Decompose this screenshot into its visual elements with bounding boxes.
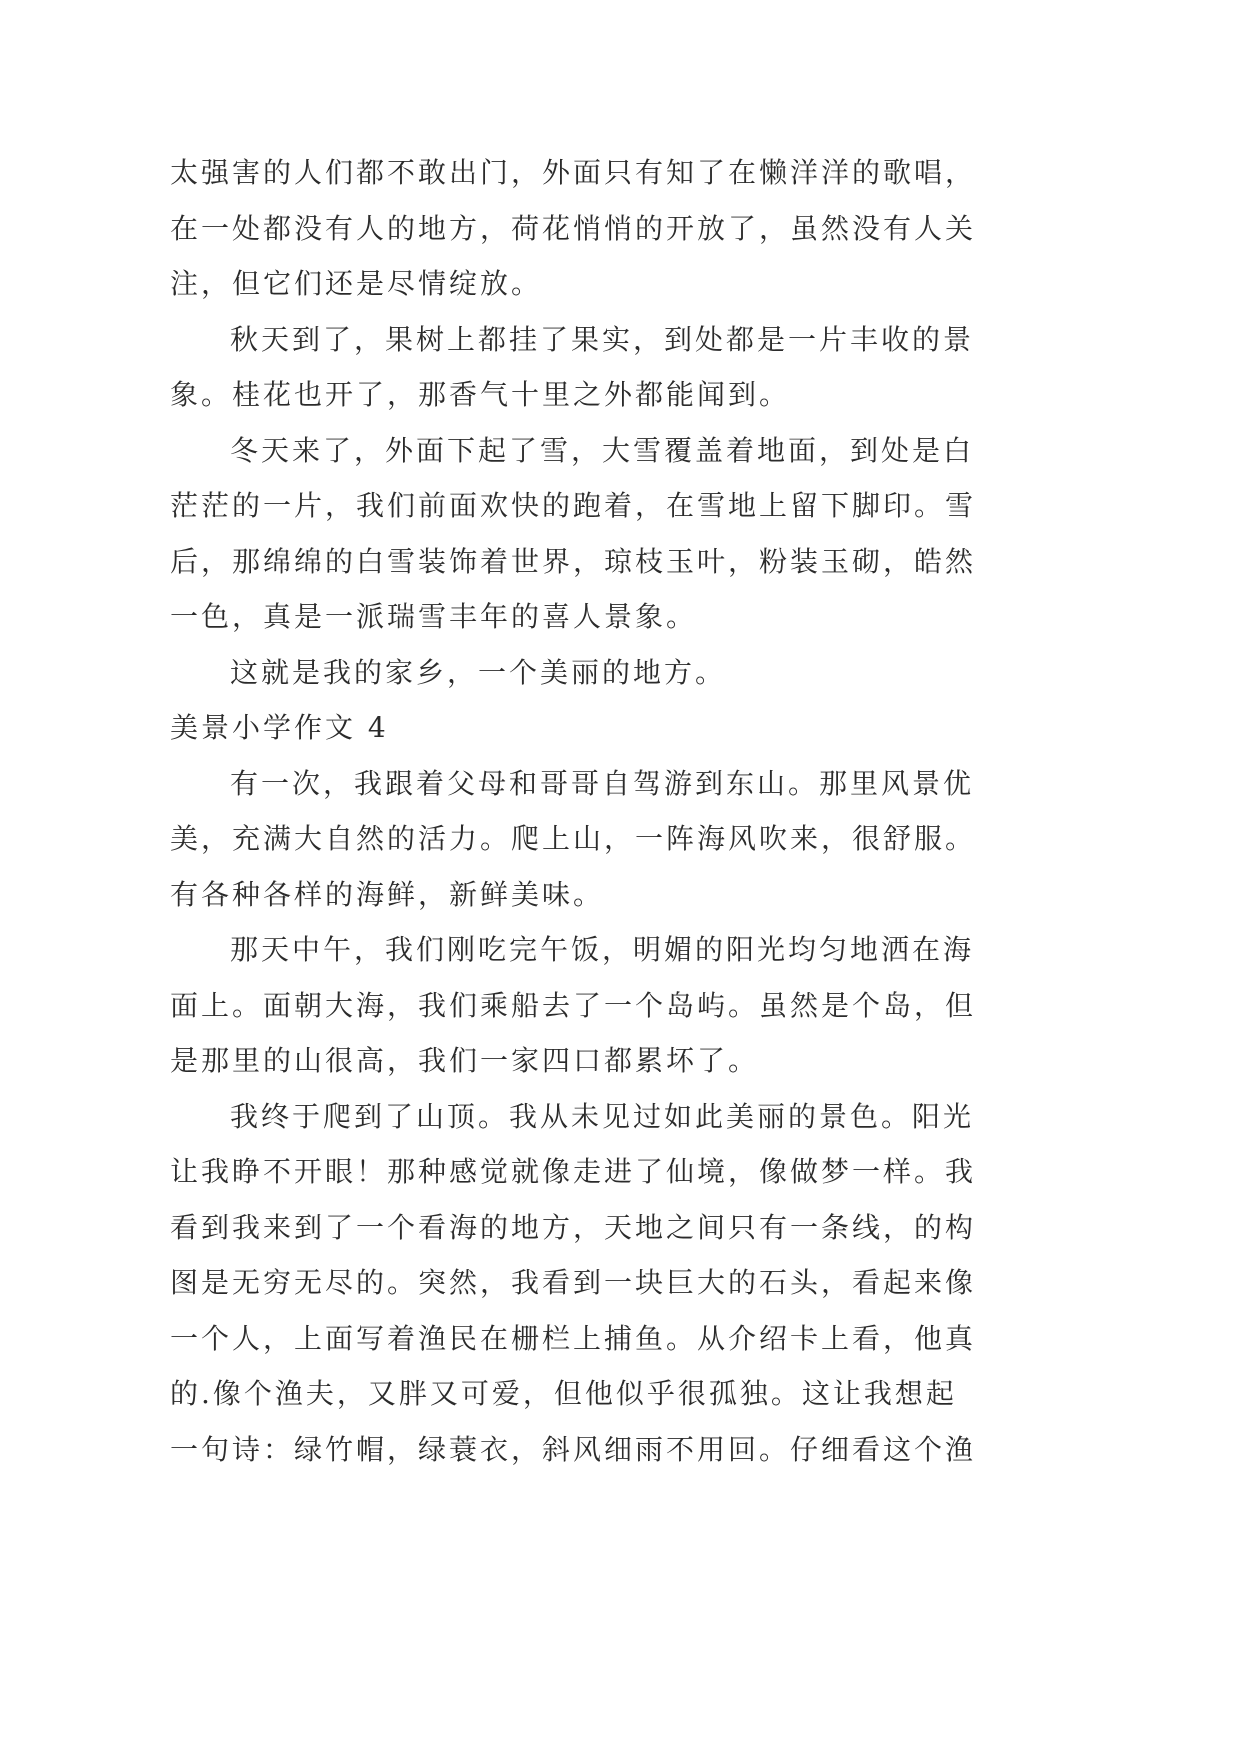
text-line: 后，那绵绵的白雪装饰着世界，琼枝玉叶，粉装玉砌，皓然 bbox=[170, 544, 977, 578]
text-line: 这就是我的家乡，一个美丽的地方。 bbox=[230, 655, 727, 689]
text-line: 看到我来到了一个看海的地方，天地之间只有一条线，的构 bbox=[170, 1210, 977, 1244]
text-line: 象。桂花也开了，那香气十里之外都能闻到。 bbox=[170, 378, 791, 411]
text-line: 美，充满大自然的活力。爬上山，一阵海风吹来，很舒服。 bbox=[170, 822, 977, 855]
text-line: 一色，真是一派瑞雪丰年的喜人景象。 bbox=[170, 600, 698, 633]
text-line: 有一次，我跟着父母和哥哥自驾游到东山。那里风景优 bbox=[230, 766, 975, 800]
document-body bbox=[170, 145, 977, 1477]
text-line: 图是无穷无尽的。突然，我看到一块巨大的石头，看起来像 bbox=[170, 1266, 977, 1299]
text-line: 冬天来了，外面下起了雪，大雪覆盖着地面，到处是白 bbox=[230, 433, 975, 467]
text-line: 的.像个渔夫，又胖又可爱，但他似乎很孤独。这让我想起 bbox=[170, 1377, 957, 1410]
text-line: 太强害的人们都不敢出门，外面只有知了在懒洋洋的歌唱， bbox=[170, 156, 977, 189]
text-line: 是那里的山很高，我们一家四口都累坏了。 bbox=[170, 1044, 760, 1077]
text-line: 我终于爬到了山顶。我从未见过如此美丽的景色。阳光 bbox=[230, 1099, 975, 1133]
text-line: 一句诗：绿竹帽，绿蓑衣，斜风细雨不用回。仔细看这个渔 bbox=[170, 1432, 977, 1466]
text-line: 注，但它们还是尽情绽放。 bbox=[170, 267, 543, 300]
text-line: 在一处都没有人的地方，荷花悄悄的开放了，虽然没有人关 bbox=[170, 211, 977, 245]
text-line: 有各种各样的海鲜，新鲜美味。 bbox=[170, 877, 605, 911]
text-line: 那天中午，我们刚吃完午饭，明媚的阳光均匀地洒在海 bbox=[230, 933, 975, 966]
text-line: 面上。面朝大海，我们乘船去了一个岛屿。虽然是个岛，但 bbox=[170, 988, 977, 1022]
text-line: 让我睁不开眼！那种感觉就像走进了仙境，像做梦一样。我 bbox=[170, 1155, 977, 1188]
section-heading: 美景小学作文 4 bbox=[170, 711, 389, 744]
text-line: 秋天到了，果树上都挂了果实，到处都是一片丰收的景 bbox=[230, 322, 975, 356]
text-line: 一个人，上面写着渔民在栅栏上捕鱼。从介绍卡上看，他真 bbox=[170, 1321, 977, 1355]
text-line: 茫茫的一片，我们前面欢快的跑着，在雪地上留下脚印。雪 bbox=[170, 489, 977, 522]
